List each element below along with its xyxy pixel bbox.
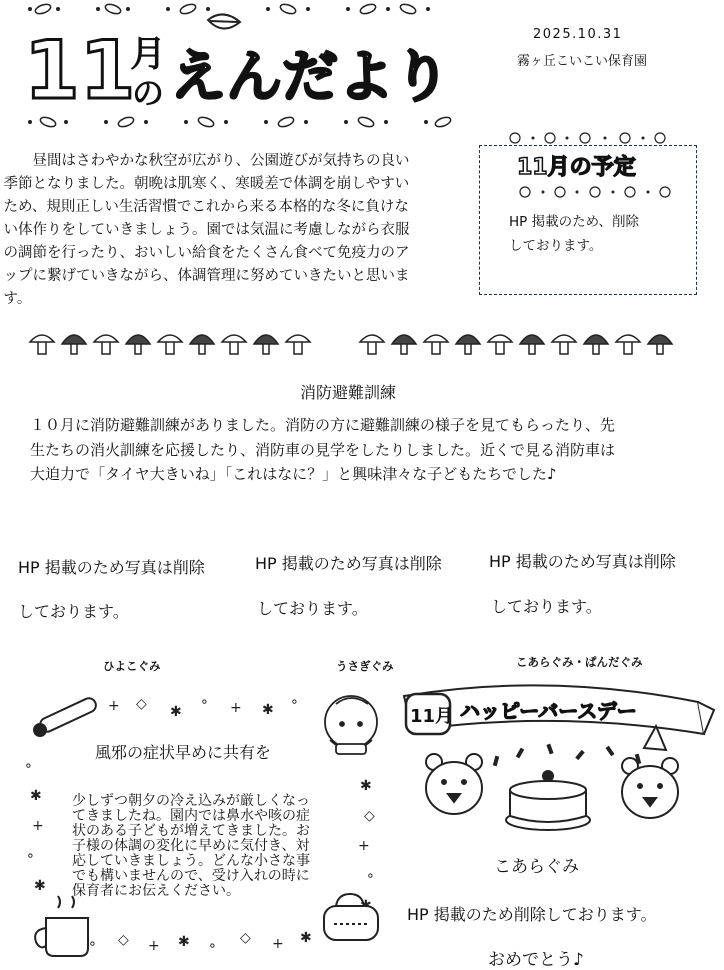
svg-text:∘: ∘ [366, 868, 375, 884]
issue-date: 2025.10.31 [533, 27, 623, 42]
schedule-line: HP 掲載のため、削除 [509, 214, 640, 230]
birthday-illustration [398, 670, 718, 844]
intro-paragraph [3, 150, 458, 311]
schedule-line: しております。 [509, 238, 603, 254]
title-number: 11 [24, 24, 136, 117]
svg-text:✱: ✱ [178, 934, 190, 950]
school-name: 霧ヶ丘こいこい保育園 [517, 54, 648, 69]
cold-line: 少しずつ朝夕の冷え込みが厳しくなっ [72, 793, 310, 809]
drill-line: 大迫力で「タイヤ大きいね」「これはなに？」と興味津々な子どもたちでした♪ [30, 465, 557, 483]
schedule-text [509, 210, 679, 258]
cold-line: 保育者にお伝えください。 [72, 883, 240, 899]
cold-line: 子様の体調の変化に早めに気付き、対 [72, 838, 310, 854]
photo-note-1: HP 掲載のため写真は削除 [18, 558, 205, 577]
title-word: えんだより [170, 45, 450, 110]
class-label-hiyoko: ひよこぐみ [103, 659, 161, 673]
intro-line: 昼間はさわやかな秋空が広がり、公園遊びが気持ちの良い [32, 153, 410, 169]
svg-text:+: + [230, 700, 242, 716]
birthday-hp-note: HP 掲載のため削除しております。 [407, 905, 657, 924]
photo-note-3-line2: しております。 [491, 597, 602, 616]
svg-text:✱: ✱ [262, 702, 274, 718]
child-character-icon [325, 696, 377, 754]
drill-line: １０月に消防避難訓練がありました。消防の方に避難訓練の様子を見てもらったり、先 [30, 416, 616, 434]
svg-text:+: + [32, 818, 44, 834]
banner-month: 11月 [410, 706, 454, 727]
intro-line: 季節となりました。朝晩は肌寒く、寒暖差で体調を崩しやすい [3, 176, 410, 192]
title-text [24, 24, 450, 117]
drill-line: 生たちの消火訓練を応援したり、消防車の見学をしたりしました。近くで見る消防車は [30, 440, 616, 459]
schedule-title: 11月の予定 [517, 155, 636, 180]
birthday-class-name: こあらぐみ [494, 857, 579, 877]
svg-text:✱: ✱ [170, 704, 182, 720]
cold-line: 応していきましょう。どんな小さな事 [72, 853, 310, 869]
cold-line: てきましたね。園内では鼻水や咳の症 [72, 808, 310, 824]
party-bear-icon [622, 726, 678, 818]
svg-text:∘: ∘ [200, 694, 209, 710]
class-label-usagi: うさぎぐみ [336, 659, 394, 673]
svg-text:✱: ✱ [30, 788, 42, 804]
thermometer-icon [34, 696, 98, 736]
svg-text:◇: ◇ [240, 930, 251, 946]
class-label-koala-panda: こあらぐみ・ぱんだぐみ [516, 655, 643, 669]
photo-note-2-line2: しております。 [257, 599, 368, 618]
svg-text:✱: ✱ [360, 778, 372, 794]
birthday-banner [404, 685, 714, 734]
svg-text:∘: ∘ [88, 936, 97, 952]
title-banner [18, 0, 458, 139]
fire-drill-title: 消防避難訓練 [300, 383, 397, 402]
banner-text: ハッピーバースデー [460, 699, 637, 723]
birthday-congrats: おめでとう♪ [488, 950, 584, 970]
photo-note-3: HP 掲載のため写真は削除 [489, 552, 676, 571]
intro-line: ため、規則正しい生活習慣でこれから来る本格的な冬に負けな [3, 199, 409, 215]
svg-text:◇: ◇ [118, 932, 129, 948]
intro-line: の調節を行ったり、おいしい給食をたくさん食べて免疫力のア [3, 245, 410, 261]
svg-text:∘: ∘ [24, 758, 33, 774]
svg-text:+: + [358, 838, 370, 854]
svg-text:◇: ◇ [364, 808, 375, 824]
cold-line: でも構いませんので、受け入れの時に [72, 868, 310, 884]
title-no: の [132, 74, 165, 112]
bear-icon [426, 754, 482, 814]
svg-text:∘: ∘ [208, 938, 217, 954]
svg-text:∘: ∘ [26, 848, 35, 864]
intro-line: ップに繋げていきながら、体調管理に努めていきたいと思いま [3, 268, 410, 284]
title-month: 月 [130, 34, 167, 75]
mug-icon [35, 896, 88, 956]
fire-drill-paragraph [30, 413, 696, 487]
cold-notice-title: 風邪の症状早めに共有を [95, 743, 272, 762]
svg-text:◇: ◇ [136, 696, 147, 712]
intro-line: す。 [3, 291, 32, 307]
svg-text:+: + [148, 938, 160, 954]
svg-text:+: + [272, 936, 284, 952]
cake-icon [506, 771, 590, 830]
mushroom-divider [28, 326, 678, 364]
cold-notice-body [72, 794, 372, 899]
cold-line: 状のある子どもが増えてきました。お [72, 823, 310, 839]
svg-text:+: + [108, 698, 120, 714]
svg-text:∘: ∘ [290, 694, 299, 710]
schedule-header [505, 130, 675, 204]
photo-note-2: HP 掲載のため写真は削除 [255, 554, 442, 573]
svg-text:✱: ✱ [300, 930, 312, 946]
intro-line: い体作りをしていきましょう。園では気温に考慮しながら衣服 [3, 222, 410, 238]
svg-text:✱: ✱ [34, 878, 46, 894]
leaf-icon [208, 14, 240, 28]
photo-note-1-line2: しております。 [18, 602, 129, 621]
